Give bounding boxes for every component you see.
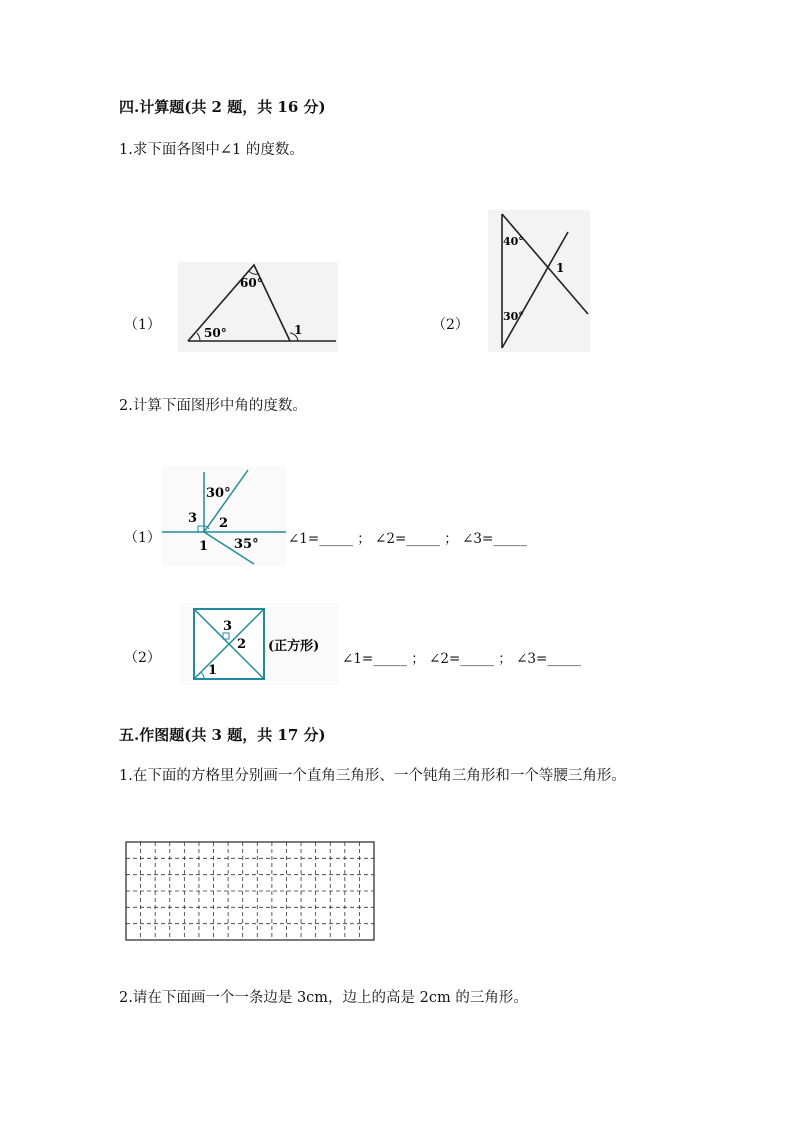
crossing-triangles-figure: [488, 210, 590, 352]
drawing-grid[interactable]: [125, 841, 375, 941]
angle-35-label: 35°: [234, 537, 259, 552]
answer-blanks-fig1: ∠1=_____ ； ∠2=_____ ； ∠3=_____: [288, 531, 528, 547]
question-5-1-text: 1.在下面的方格里分别画一个直角三角形、一个钝角三角形和一个等腰三角形。: [119, 768, 626, 784]
angle-3-mark: 3: [188, 511, 198, 526]
square-note: (正方形): [268, 639, 320, 654]
angle-60-label: 60°: [240, 276, 263, 290]
fig-4-1-1-label: （1）: [124, 317, 161, 333]
angle-1-mark: 1: [208, 663, 218, 678]
angle-1-mark: 1: [199, 539, 209, 554]
section-4-title: 四.计算题(共 2 题，共 16 分): [119, 98, 326, 116]
fig-4-2-2-label: （2）: [124, 650, 161, 666]
fig-4-2-1-label: （1）: [124, 530, 161, 546]
angle-3-mark: 3: [223, 619, 233, 634]
angle-40-label: 40°: [503, 235, 524, 248]
triangle-figure-1: [178, 262, 338, 352]
question-4-1-text: 1.求下面各图中∠1 的度数。: [119, 142, 304, 158]
angle-2-mark: 2: [237, 637, 247, 652]
angle-50-label: 50°: [204, 326, 227, 340]
angles-figure-1: [162, 466, 286, 566]
section-5-title: 五.作图题(共 3 题，共 17 分): [119, 726, 326, 744]
angle-30-label: 30°: [206, 486, 231, 501]
angle-30-label: 30°: [503, 310, 524, 323]
question-4-2-text: 2.计算下面图形中角的度数。: [119, 398, 307, 414]
fig-4-1-2-label: （2）: [432, 317, 469, 333]
angle-2-mark: 2: [219, 516, 229, 531]
question-5-2-text: 2.请在下面画一个一条边是 3cm，边上的高是 2cm 的三角形。: [119, 990, 528, 1006]
angle-1-mark: 1: [556, 261, 565, 275]
square-figure: [180, 603, 338, 685]
answer-blanks-fig2: ∠1=_____ ； ∠2=_____ ； ∠3=_____: [342, 651, 582, 667]
angle-1-mark: 1: [294, 323, 303, 337]
